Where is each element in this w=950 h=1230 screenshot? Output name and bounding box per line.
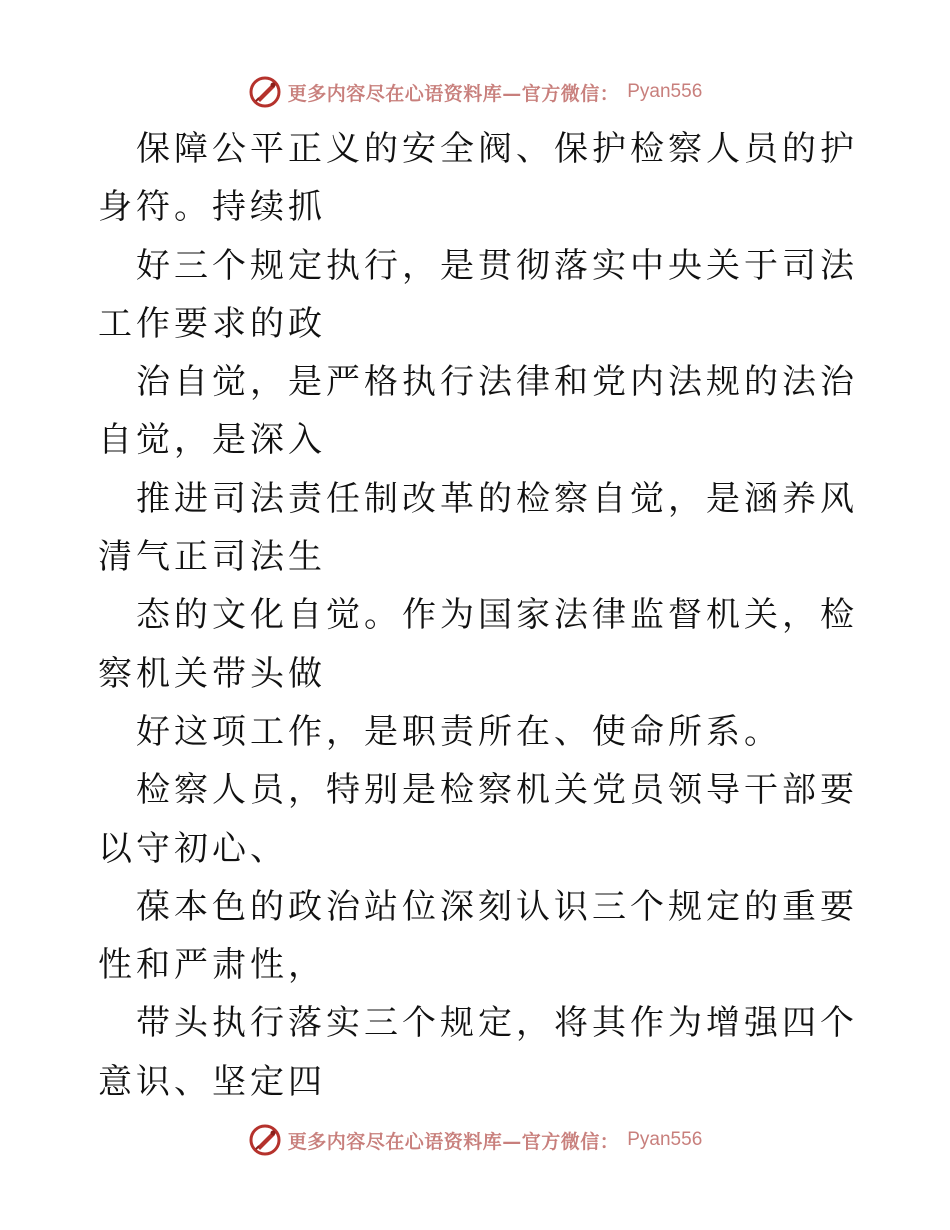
paragraph-2: 好三个规定执行，是贯彻落实中央关于司法工作要求的政 bbox=[98, 245, 858, 344]
paragraph-3: 治自觉，是严格执行法律和党内法规的法治自觉，是深入 bbox=[98, 362, 858, 461]
header-banner-text: 更多内容尽在心语资料库—官方微信： bbox=[287, 82, 620, 105]
paragraph-5: 态的文化自觉。作为国家法律监督机关，检察机关带头做 bbox=[98, 595, 858, 694]
header-banner bbox=[0, 72, 950, 112]
paragraph-9: 带头执行落实三个规定，将其作为增强四个意识、坚定四 bbox=[98, 1003, 858, 1102]
paragraph-8: 葆本色的政治站位深刻认识三个规定的重要性和严肃性， bbox=[98, 886, 858, 986]
header-wechat-id: Pyan556 bbox=[627, 81, 703, 102]
footer-banner bbox=[0, 1120, 950, 1160]
paragraph-1: 保障公平正义的安全阀、保护检察人员的护身符。持续抓 bbox=[98, 129, 858, 228]
paragraph-6: 好这项工作，是职责所在、使命所系。 bbox=[136, 711, 782, 752]
document-body bbox=[98, 120, 858, 1111]
paragraph-7: 检察人员，特别是检察机关党员领导干部要以守初心、 bbox=[98, 770, 858, 869]
quill-pen-logo-icon bbox=[248, 75, 282, 109]
quill-pen-logo-icon bbox=[248, 1123, 282, 1157]
paragraph-4: 推进司法责任制改革的检察自觉，是涵养风清气正司法生 bbox=[98, 478, 858, 578]
footer-banner-text: 更多内容尽在心语资料库—官方微信： bbox=[287, 1130, 620, 1153]
footer-wechat-id: Pyan556 bbox=[627, 1129, 703, 1150]
